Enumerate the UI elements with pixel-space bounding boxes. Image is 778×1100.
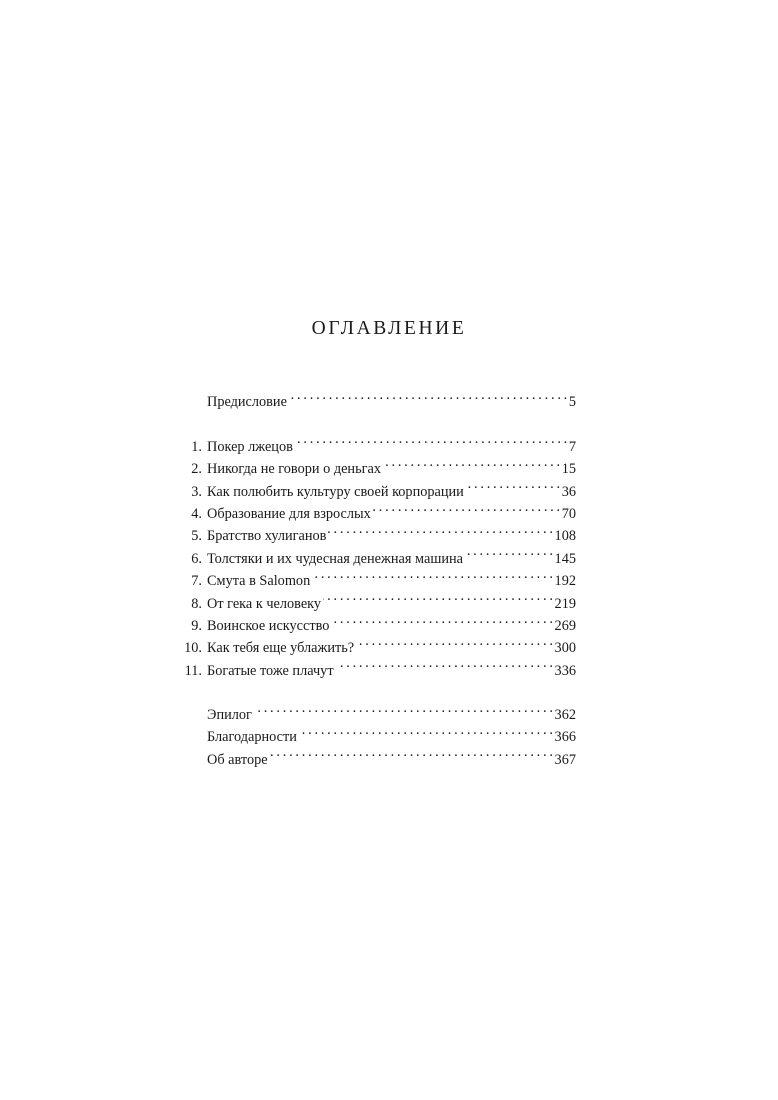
toc-entry-number: 6. bbox=[191, 550, 202, 567]
dot-leader bbox=[299, 719, 553, 741]
toc-entry-title: Богатые тоже плачут bbox=[207, 662, 334, 679]
page-title: ОГЛАВЛЕНИЕ bbox=[311, 318, 467, 339]
dot-leader bbox=[336, 652, 553, 674]
dot-leader bbox=[331, 608, 552, 630]
toc-entry-title: Предисловие bbox=[207, 394, 287, 411]
toc-entry-page-number: 219 bbox=[554, 595, 576, 612]
toc-entry-number: 3. bbox=[191, 483, 202, 500]
toc-entry-title: Братство хулиганов bbox=[207, 528, 327, 545]
toc-entry bbox=[174, 428, 576, 455]
toc-entry-number: 9. bbox=[191, 617, 202, 634]
dot-leader bbox=[356, 630, 552, 652]
table-of-contents bbox=[174, 384, 576, 768]
toc-entry bbox=[174, 697, 576, 724]
toc-entry-number: 2. bbox=[191, 461, 202, 478]
toc-entry-page-number: 36 bbox=[561, 483, 576, 500]
toc-entry-page-number: 108 bbox=[554, 528, 576, 545]
dot-leader bbox=[289, 384, 567, 406]
toc-entry-page-number: 300 bbox=[554, 640, 576, 657]
toc-entry-number: 8. bbox=[191, 595, 202, 612]
dot-leader bbox=[295, 428, 567, 450]
back-matter-list bbox=[174, 697, 576, 768]
toc-entry-title: Как тебя еще ублажить? bbox=[207, 640, 355, 657]
toc-entry-number: 10. bbox=[184, 640, 202, 657]
toc-entry-title: Об авторе bbox=[207, 751, 268, 768]
dot-leader bbox=[323, 585, 552, 607]
dot-leader bbox=[373, 496, 560, 518]
dot-leader bbox=[466, 473, 560, 495]
toc-entry-number: 4. bbox=[191, 505, 202, 522]
toc-entry-title: Образование для взрослых bbox=[207, 505, 371, 522]
dot-leader bbox=[465, 540, 553, 562]
toc-entry-title: Эпилог bbox=[207, 707, 252, 724]
dot-leader bbox=[328, 518, 552, 540]
toc-entry-number: 7. bbox=[191, 573, 202, 590]
front-matter-list bbox=[174, 384, 576, 411]
toc-entry-page-number: 269 bbox=[554, 617, 576, 634]
toc-entry-number: 1. bbox=[191, 438, 202, 455]
toc-entry-page-number: 336 bbox=[554, 662, 576, 679]
chapters-list bbox=[174, 428, 576, 679]
toc-entry-page-number: 367 bbox=[554, 751, 576, 768]
toc-entry-title: Смута в Salomon bbox=[207, 573, 311, 590]
toc-entry-page-number: 5 bbox=[568, 394, 576, 411]
toc-entry-page-number: 70 bbox=[561, 505, 576, 522]
dot-leader bbox=[383, 451, 560, 473]
toc-entry-title: Толстяки и их чудесная денежная машина bbox=[207, 550, 464, 567]
toc-entry-title: Воинское искусство bbox=[207, 617, 330, 634]
toc-entry-title: Покер лжецов bbox=[207, 438, 293, 455]
toc-entry bbox=[174, 384, 576, 411]
toc-entry-page-number: 362 bbox=[554, 707, 576, 724]
dot-leader bbox=[254, 697, 553, 719]
toc-entry-page-number: 7 bbox=[568, 438, 576, 455]
toc-entry-title: От гека к человеку bbox=[207, 595, 322, 612]
dot-leader bbox=[270, 741, 553, 763]
toc-entry-title: Как полюбить культуру своей корпорации bbox=[207, 483, 464, 500]
dot-leader bbox=[312, 563, 552, 585]
toc-entry-number: 11. bbox=[184, 662, 202, 679]
toc-entry-number: 5. bbox=[191, 528, 202, 545]
toc-entry-page-number: 366 bbox=[554, 729, 576, 746]
toc-entry-page-number: 145 bbox=[554, 550, 576, 567]
toc-entry-title: Никогда не говори о деньгах bbox=[207, 461, 381, 478]
toc-entry-page-number: 15 bbox=[561, 461, 576, 478]
toc-entry-page-number: 192 bbox=[554, 573, 576, 590]
toc-entry-title: Благодарности bbox=[207, 729, 297, 746]
